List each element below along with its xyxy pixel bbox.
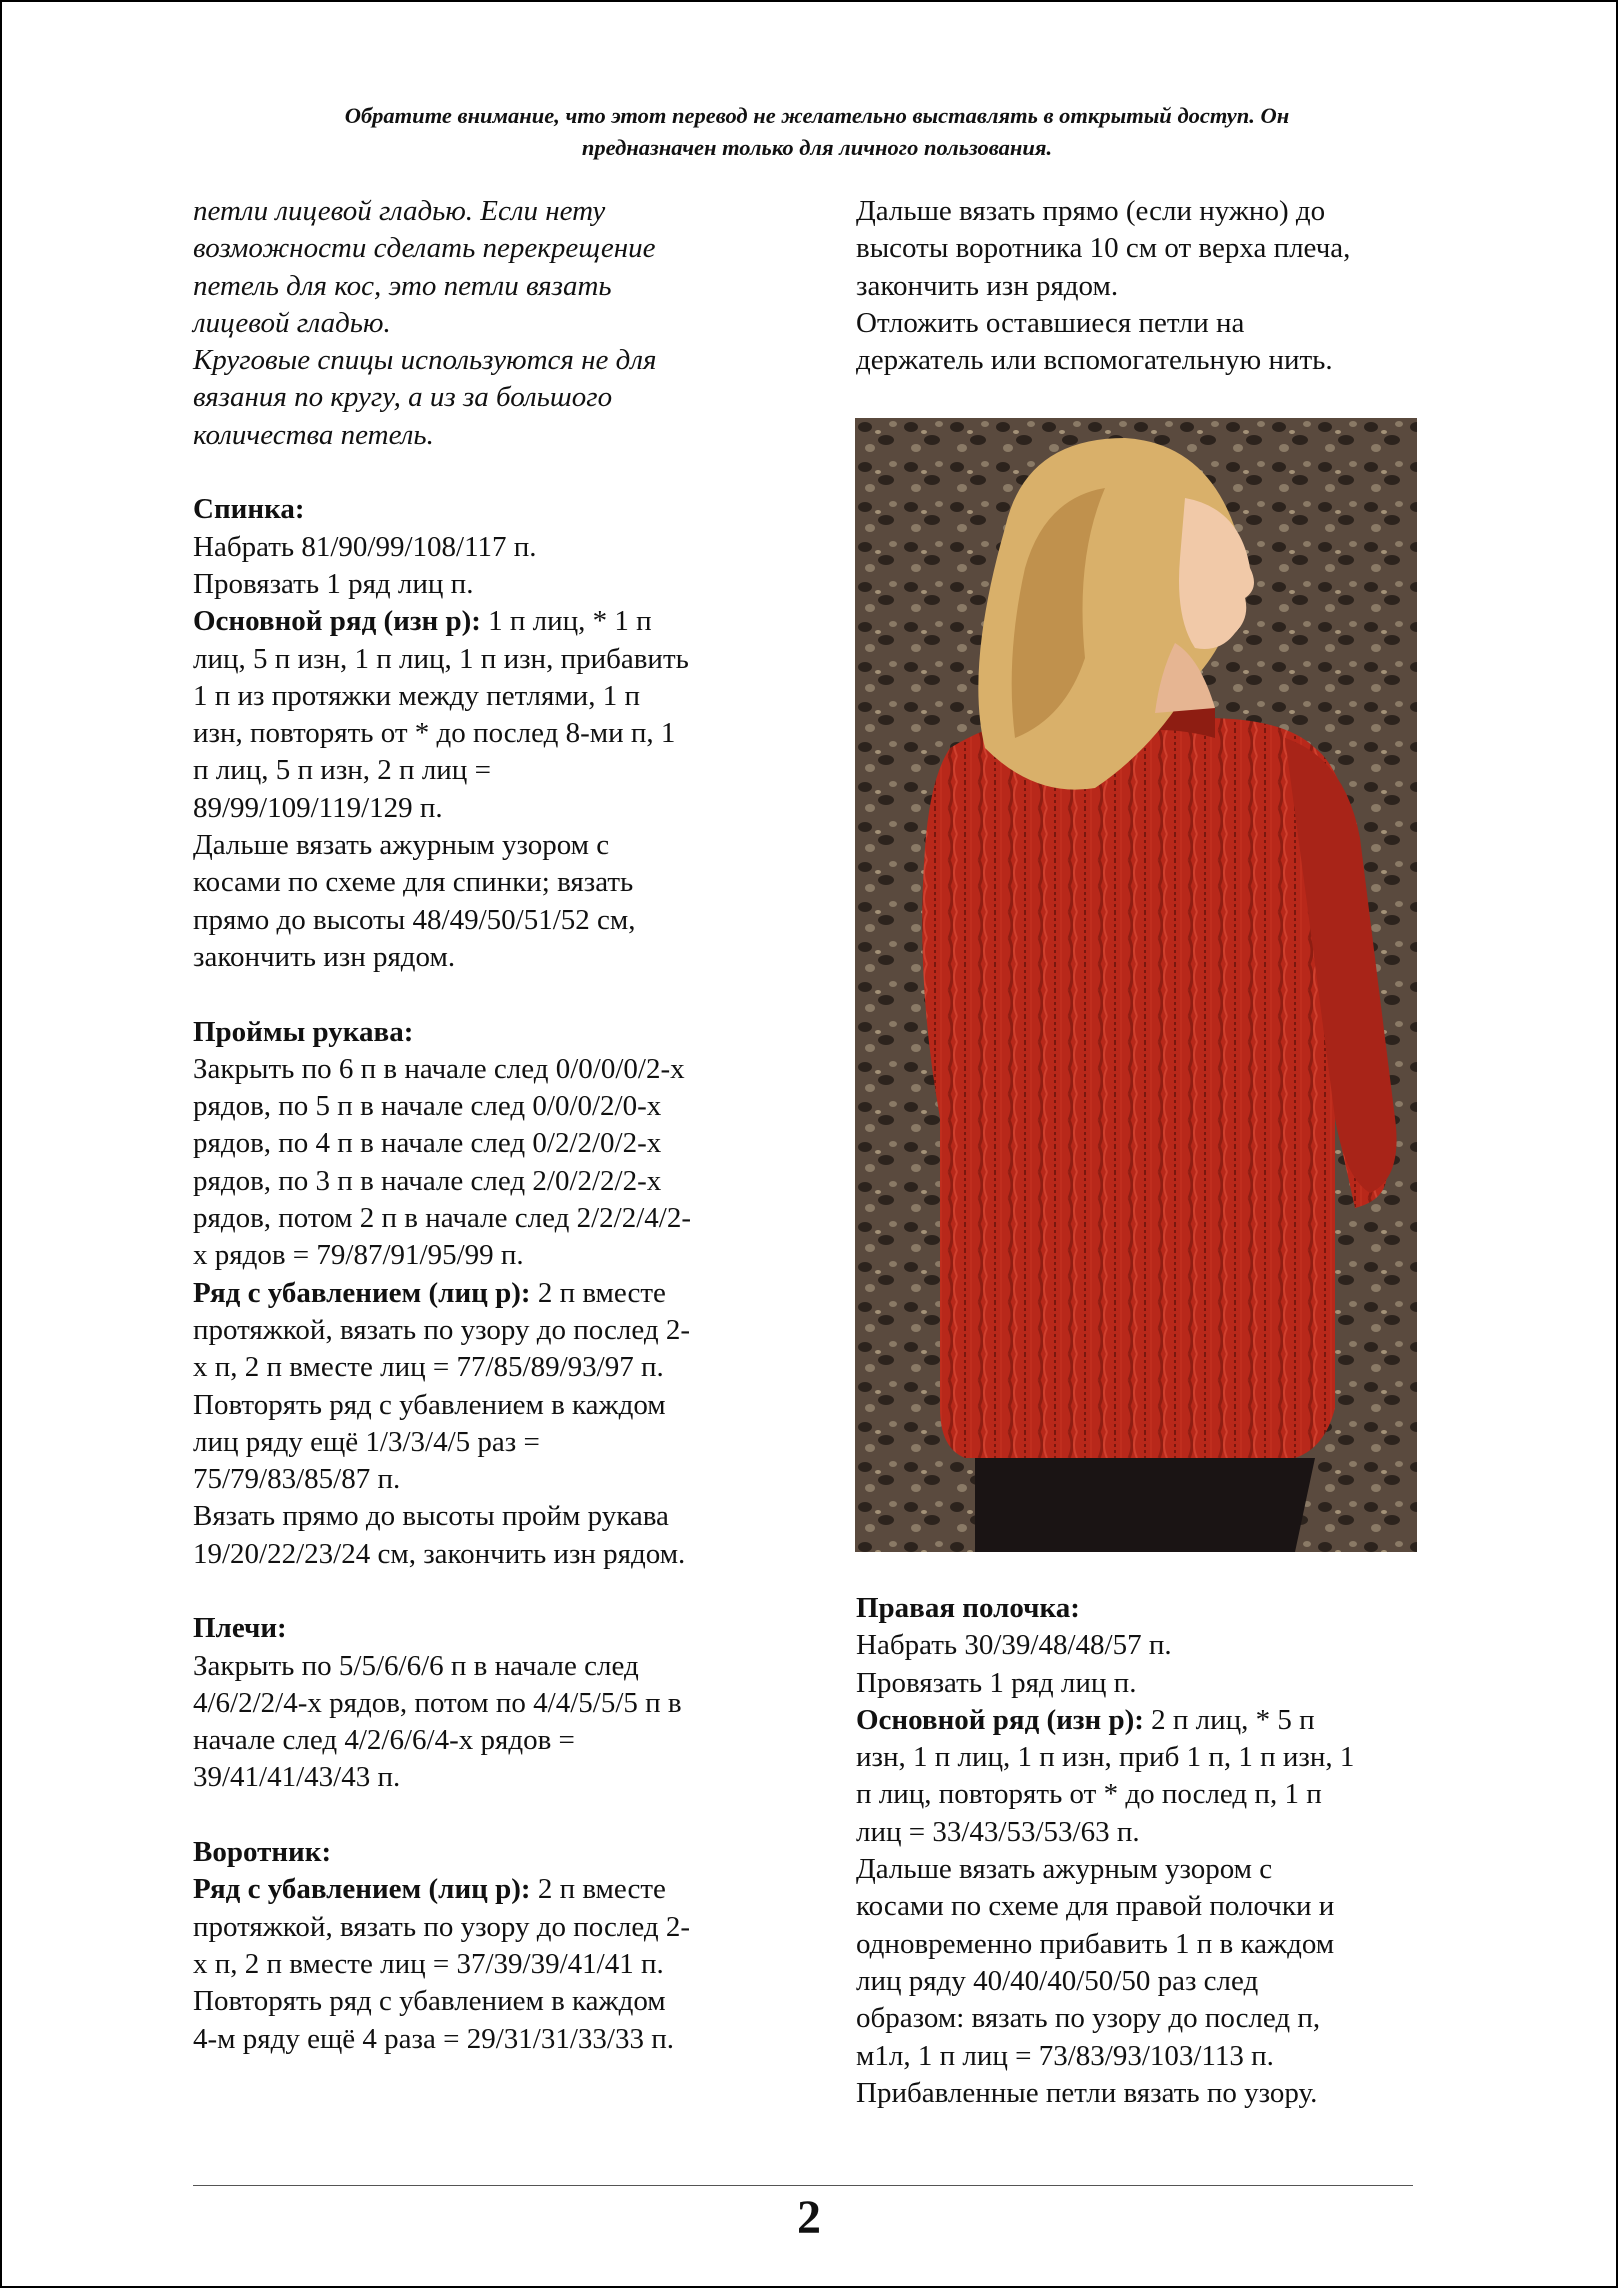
armholes-decrease-row: [193, 1275, 773, 1312]
back-foundation-row: [193, 603, 773, 640]
intro-line: петли лицевой гладью. Если нету: [193, 195, 606, 227]
decrease-label: Ряд с убавлением (лиц р):: [193, 1873, 531, 1906]
copyright-notice: [190, 100, 1444, 164]
armholes-decrease-line: х п, 2 п вместе лиц = 77/85/89/93/97 п.: [193, 1351, 664, 1384]
section-heading-armholes: Проймы рукава:: [193, 1015, 414, 1048]
back-foundation-line: лиц, 5 п изн, 1 п лиц, 1 п изн, прибавить: [193, 642, 689, 675]
collar-continue-line: Дальше вязать прямо (если нужно) до: [856, 195, 1326, 227]
page-number: 2: [797, 2191, 821, 2244]
armholes-bindoff-line: х рядов = 79/87/91/95/99 п.: [193, 1239, 524, 1272]
back-foundation-line: 1 п из протяжки между петлями, 1 п: [193, 679, 640, 712]
intro-line: петель для кос, это петли вязать: [193, 269, 612, 302]
foundation-label: Основной ряд (изн р):: [193, 605, 481, 638]
armholes-bindoff-line: рядов, по 4 п в начале след 0/2/2/0/2-х: [193, 1127, 662, 1160]
armholes-repeat-line: Вязать прямо до высоты пройм рукава: [193, 1500, 669, 1533]
back-knit-row: Провязать 1 ряд лиц п.: [193, 567, 474, 600]
right-front-foundation-line: изн, 1 п лиц, 1 п изн, приб 1 п, 1 п изн, 1: [856, 1741, 1355, 1774]
collar-decrease-line: протяжкой, вязать по узору до послед 2-: [193, 1910, 690, 1943]
back-continue-line: косами по схеме для спинки; вязать: [193, 866, 634, 899]
shoulders-line: Закрыть по 5/5/6/6/6 п в начале след: [193, 1649, 639, 1682]
armholes-bindoff-line: рядов, потом 2 п в начале след 2/2/2/4/2-: [193, 1202, 691, 1235]
decrease-text: 2 п вместе: [530, 1873, 666, 1906]
intro-line: возможности сделать перекрещение: [193, 232, 656, 265]
armholes-repeat-line: 75/79/83/85/87 п.: [193, 1463, 401, 1496]
back-continue-line: прямо до высоты 48/49/50/51/52 см,: [193, 903, 636, 936]
armholes-bindoff-line: Закрыть по 6 п в начале след 0/0/0/0/2-х: [193, 1052, 685, 1085]
collar-decrease-line: х п, 2 п вместе лиц = 37/39/39/41/41 п.: [193, 1947, 664, 1980]
back-foundation-line: п лиц, 5 п изн, 2 п лиц =: [193, 754, 491, 787]
section-heading-collar: Воротник:: [193, 1836, 332, 1869]
right-front-continue-line: образом: вязать по узору до послед п,: [856, 2002, 1321, 2035]
armholes-repeat-line: Повторять ряд с убавлением в каждом: [193, 1388, 666, 1421]
right-front-continue-line: лиц ряду 40/40/40/50/50 раз след: [856, 1964, 1259, 1997]
collar-decrease-line: Повторять ряд с убавлением в каждом: [193, 1985, 666, 2018]
right-front-foundation-line: п лиц, повторять от * до послед п, 1 п: [856, 1778, 1322, 1811]
intro-line: количества петель.: [193, 418, 434, 451]
right-front-continue-line: Дальше вязать ажурным узором с: [856, 1853, 1273, 1886]
right-front-foundation-row: [856, 1702, 1436, 1739]
shoulders-line: 39/41/41/43/43 п.: [193, 1761, 401, 1794]
back-continue-line: закончить изн рядом.: [193, 940, 456, 973]
section-heading-right-front: Правая полочка:: [856, 1592, 1080, 1624]
armholes-decrease-line: протяжкой, вязать по узору до послед 2-: [193, 1313, 690, 1346]
collar-continue-line: закончить изн рядом.: [856, 269, 1119, 302]
collar-continue-line: высоты воротника 10 см от верха плеча,: [856, 232, 1351, 265]
right-front-cast-on: Набрать 30/39/48/48/57 п.: [856, 1629, 1172, 1662]
collar-decrease-line: 4-м ряду ещё 4 раза = 29/31/31/33/33 п.: [193, 2022, 674, 2055]
photo-pants: [975, 1458, 1315, 1552]
intro-line: Круговые спицы используются не для: [193, 344, 657, 377]
right-front-knit-row: Провязать 1 ряд лиц п.: [856, 1666, 1137, 1699]
back-foundation-line: изн, повторять от * до послед 8-ми п, 1: [193, 717, 676, 750]
foundation-label: Основной ряд (изн р):: [856, 1703, 1144, 1736]
shoulders-line: 4/6/2/2/4-х рядов, потом по 4/4/5/5/5 п в: [193, 1686, 682, 1719]
section-heading-back: Спинка:: [193, 493, 305, 526]
right-column-bottom: [856, 1590, 1436, 2112]
notice-line-2: предназначен только для личного пользования.: [581, 135, 1053, 160]
armholes-bindoff-line: рядов, по 3 п в начале след 2/0/2/2/2-х: [193, 1164, 662, 1197]
collar-decrease-row: [193, 1871, 773, 1908]
back-cast-on: Набрать 81/90/99/108/117 п.: [193, 530, 537, 563]
notice-line-1: Обратите внимание, что этот перевод не желательно выставлять в открытый доступ. Он: [344, 103, 1290, 128]
shoulders-line: начале след 4/2/6/6/4-х рядов =: [193, 1724, 575, 1757]
armholes-bindoff-line: рядов, по 5 п в начале след 0/0/0/2/0-х: [193, 1090, 662, 1123]
decrease-text: 2 п вместе: [530, 1276, 666, 1309]
decrease-label: Ряд с убавлением (лиц р):: [193, 1276, 531, 1309]
right-front-continue-line: одновременно прибавить 1 п в каждом: [856, 1927, 1335, 1960]
right-front-continue-line: косами по схеме для правой полочки и: [856, 1890, 1335, 1923]
right-column-top: [856, 193, 1436, 379]
footer-divider: [193, 2185, 1413, 2186]
collar-continue-line: держатель или вспомогательную нить.: [856, 344, 1333, 377]
foundation-text: 2 п лиц, * 5 п: [1143, 1703, 1315, 1736]
right-front-continue-line: м1л, 1 п лиц = 73/83/93/103/113 п.: [856, 2039, 1274, 2072]
right-front-continue-line: Прибавленные петли вязать по узору.: [856, 2076, 1318, 2109]
foundation-text: 1 п лиц, * 1 п: [480, 605, 652, 638]
back-continue-line: Дальше вязать ажурным узором с: [193, 829, 610, 862]
left-column: [193, 193, 773, 2058]
armholes-repeat-line: 19/20/22/23/24 см, закончить изн рядом.: [193, 1537, 686, 1570]
intro-line: лицевой гладью.: [193, 306, 391, 339]
sweater-photo: [855, 418, 1417, 1552]
collar-continue-line: Отложить оставшиеся петли на: [856, 306, 1245, 339]
section-heading-shoulders: Плечи:: [193, 1612, 287, 1645]
intro-line: вязания по кругу, а из за большого: [193, 381, 613, 414]
right-front-foundation-line: лиц = 33/43/53/53/63 п.: [856, 1815, 1140, 1848]
back-foundation-line: 89/99/109/119/129 п.: [193, 791, 443, 824]
armholes-repeat-line: лиц ряду ещё 1/3/3/4/5 раз =: [193, 1425, 540, 1458]
